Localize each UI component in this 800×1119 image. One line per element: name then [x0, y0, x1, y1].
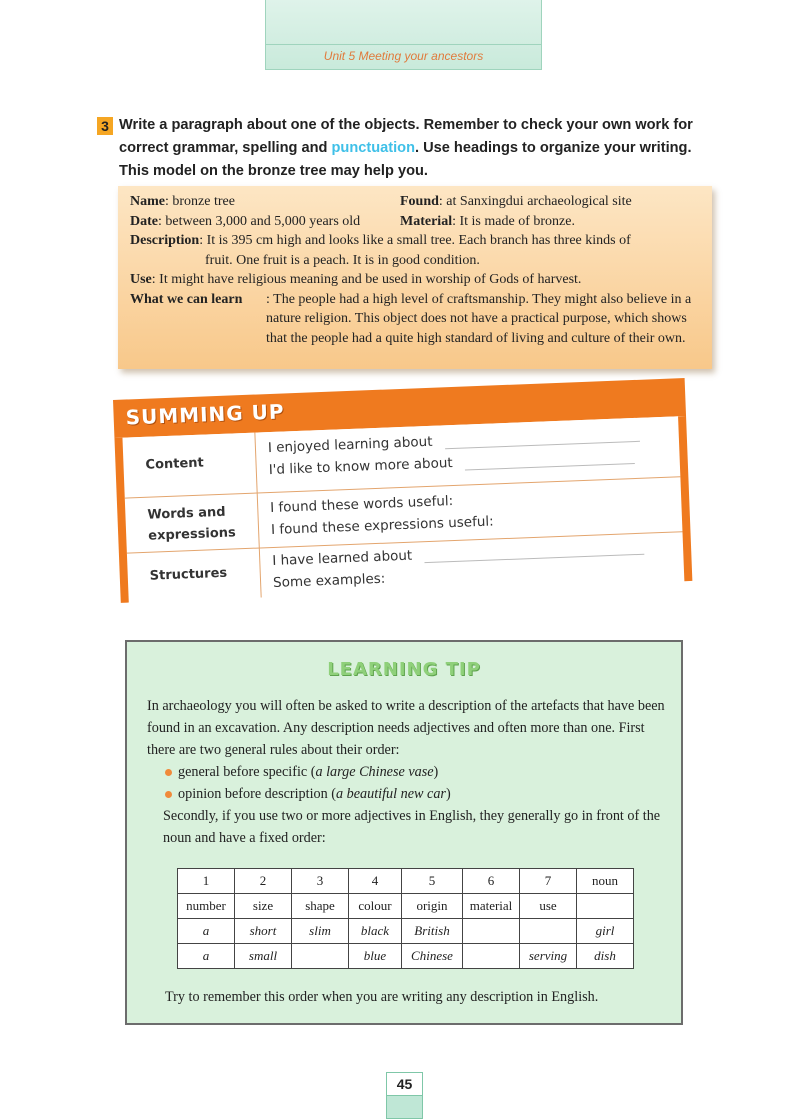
prompt-text: I enjoyed learning about [267, 433, 433, 457]
use-label: Use [130, 272, 152, 287]
bullet-1-example: a large Chinese vase [315, 764, 434, 780]
row-label-words: Words and expressions [147, 504, 237, 544]
table-cell: black [349, 919, 402, 944]
model-description-cont: fruit. One fruit is a peach. It is in good condition. [205, 252, 480, 268]
model-material [400, 212, 575, 232]
task-text-part1: Write a paragraph about one of the objects. Remember to check your own work for correct grammar, spelling and [119, 117, 693, 156]
use-value: : It might have religious meaning and be used in worship of Gods of harvest. [151, 272, 582, 287]
answer-blank[interactable] [445, 440, 640, 449]
table-cell: 4 [349, 869, 402, 894]
table-cell: British [402, 919, 463, 944]
table-cell [520, 919, 577, 944]
tip-bullet-2 [147, 783, 667, 805]
table-cell: 1 [178, 869, 235, 894]
answer-blank[interactable] [424, 553, 644, 563]
task-text-part2: . Use headings to organize your writing. This model on the bronze tree may help you. [119, 140, 692, 179]
prompt-text: I found these words useful: [269, 493, 454, 517]
prompt-line [273, 571, 386, 591]
table-cell: serving [520, 944, 577, 969]
page-number-tab [386, 1072, 423, 1119]
tip-paragraph-2: Secondly, if you use two or more adjectives in English, they generally go in front of the noun and have a fixed order: [163, 808, 661, 846]
prompt-text: I found these expressions useful: [270, 513, 494, 539]
name-label: Name [130, 194, 165, 209]
punctuation-link[interactable]: punctuation [331, 140, 415, 156]
prompt-text: Some examples: [272, 570, 386, 591]
table-cell: short [235, 919, 292, 944]
task-instructions [119, 114, 722, 183]
bronze-tree-model [118, 186, 712, 369]
bullet-1-text [178, 761, 438, 783]
summing-up-card [113, 378, 692, 600]
table-row [178, 944, 634, 969]
date-label: Date [130, 213, 158, 229]
table-cell: origin [402, 894, 463, 919]
unit-header [265, 0, 542, 70]
row-label-content: Content [145, 455, 205, 473]
bullet-2-text [178, 783, 451, 805]
table-cell [292, 944, 349, 969]
row-label-structures: Structures [149, 565, 228, 584]
table-cell: 2 [235, 869, 292, 894]
found-value: : at Sanxingdui archaeological site [438, 194, 632, 209]
material-label: Material [400, 213, 453, 229]
material-value: : It is made of bronze. [452, 213, 575, 229]
bullet-2-lead: opinion before description ( [178, 786, 336, 802]
bullet-dot-icon [165, 769, 172, 776]
model-learn [130, 290, 702, 349]
task-3 [97, 114, 722, 183]
tip-paragraph-1: In archaeology you will often be asked to write a description of the artefacts that have been found in an excavation. Any description needs adjectives and often more than one. First there are two general rules about their order: [147, 698, 665, 758]
learn-value: : The people had a high level of craftsmanship. They might also believe in a nature religion. This object does not have a practical purpose, which shows that the people had a quite high standard of living and culture of their own. [266, 291, 692, 346]
description-label: Description [130, 233, 200, 248]
model-found [400, 192, 632, 212]
model-name [130, 192, 400, 212]
bullet-1-lead: general before specific ( [178, 764, 316, 780]
model-description [130, 231, 702, 251]
bullet-1-close: ) [433, 764, 439, 780]
learning-tip-body [147, 695, 667, 849]
table-cell: use [520, 894, 577, 919]
model-row-name-found [130, 192, 702, 212]
table-cell: a [178, 919, 235, 944]
model-row-date-material [130, 212, 702, 232]
table-cell: 5 [402, 869, 463, 894]
table-cell: 7 [520, 869, 577, 894]
found-label: Found [400, 194, 439, 209]
bullet-2-example: a beautiful new car [336, 786, 446, 802]
table-cell: colour [349, 894, 402, 919]
prompt-line [270, 493, 454, 516]
date-value: : between 3,000 and 5,000 years old [158, 213, 361, 229]
table-cell: blue [349, 944, 402, 969]
name-value: : bronze tree [165, 194, 235, 209]
learn-label: What we can learn [130, 291, 243, 307]
prompt-line [271, 513, 494, 538]
unit-title: Unit 5 Meeting your ancestors [323, 49, 484, 63]
table-row [178, 919, 634, 944]
table-cell: slim [292, 919, 349, 944]
summing-up-table [114, 416, 692, 603]
table-cell: dish [577, 944, 634, 969]
page-number: 45 [387, 1073, 422, 1096]
adjective-order-table [177, 868, 634, 969]
model-use [130, 270, 702, 290]
table-cell: 6 [463, 869, 520, 894]
prompt-text: I have learned about [271, 547, 413, 569]
bullet-dot-icon [165, 791, 172, 798]
table-header-row [178, 869, 634, 894]
table-cell: number [178, 894, 235, 919]
tip-bullet-1 [147, 761, 667, 783]
description-line1: : It is 395 cm high and looks like a small tree. Each branch has three kinds of [199, 233, 631, 248]
table-cell: Chinese [402, 944, 463, 969]
table-cell [463, 919, 520, 944]
table-cell [463, 944, 520, 969]
table-cell: girl [577, 919, 634, 944]
summing-up-title: SUMMING UP [125, 399, 285, 430]
table-cell: noun [577, 869, 634, 894]
learning-tip-footer: Try to remember this order when you are writing any description in English. [165, 989, 599, 1005]
table-cell: a [178, 944, 235, 969]
header-divider [266, 44, 541, 45]
learning-tip-box [125, 640, 683, 1025]
table-row [178, 894, 634, 919]
table-cell: size [235, 894, 292, 919]
prompt-text: I'd like to know more about [268, 455, 453, 479]
table-cell: shape [292, 894, 349, 919]
table-cell: 3 [292, 869, 349, 894]
table-cell: material [463, 894, 520, 919]
model-date [130, 212, 400, 232]
table-cell [577, 894, 634, 919]
table-cell: small [235, 944, 292, 969]
task-number-badge: 3 [97, 117, 113, 135]
learning-tip-title: LEARNING TIP [327, 659, 481, 680]
bullet-2-close: ) [445, 786, 451, 802]
answer-blank[interactable] [465, 462, 635, 471]
